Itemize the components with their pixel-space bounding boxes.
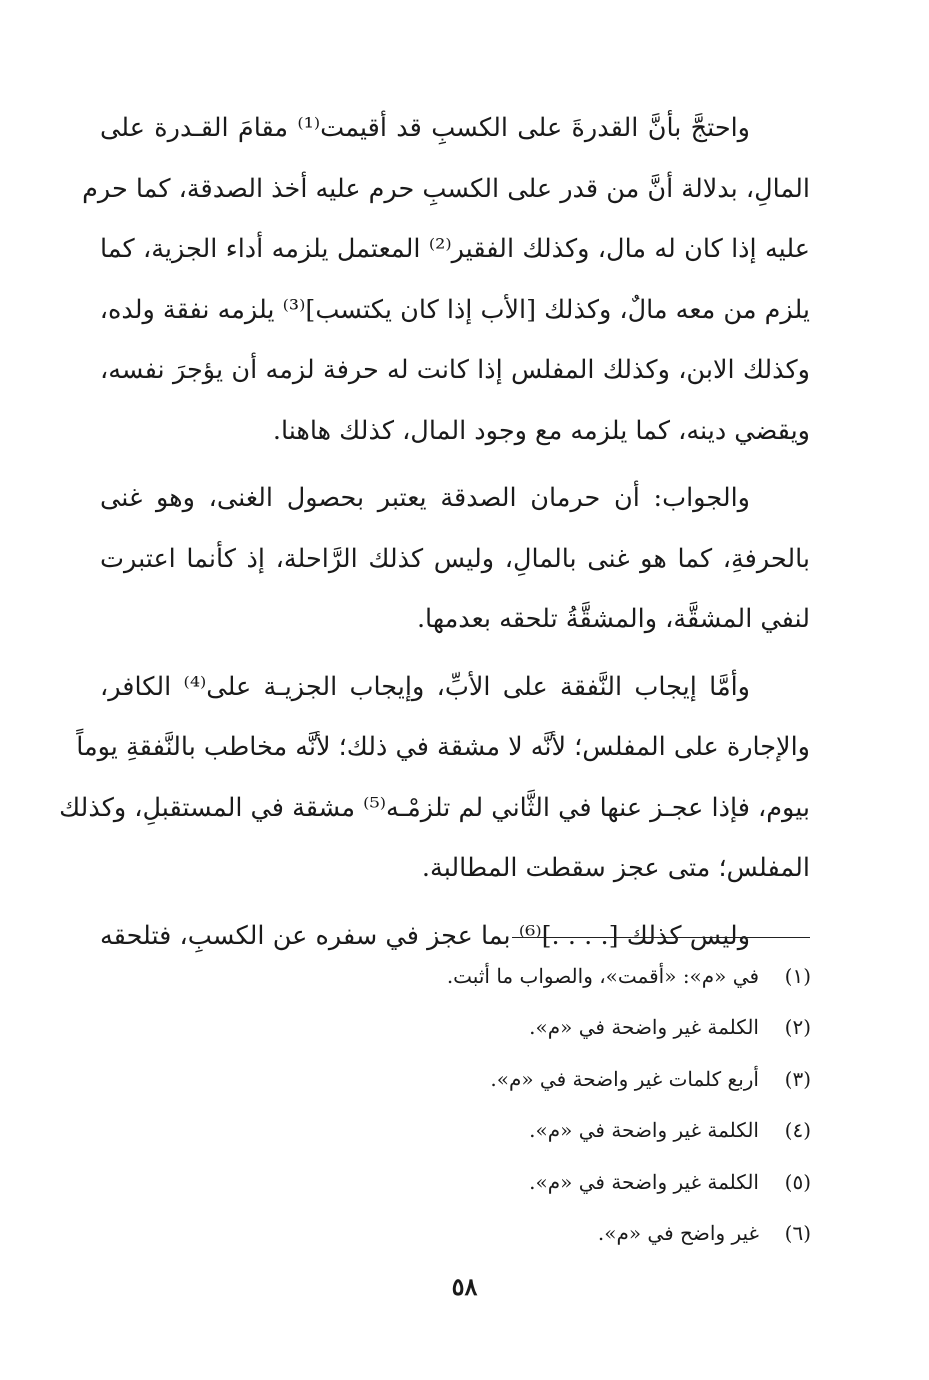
text-line: عليه إذا كان له مال، وكذلك الفقير⁽²⁾ المعتمل يلزمه أداء الجزية، كما: [100, 234, 810, 264]
footnote-3: [211, 1053, 811, 1105]
footnote-text: في «م»: «أقمت»، والصواب ما أثبت.: [446, 963, 759, 988]
text-line: بالحرفةِ، كما هو غنى بالمالِ، وليس كذلك الرَّاحلة، إذ كأنما اعتبرت: [100, 543, 810, 574]
paragraph-2: [100, 468, 810, 650]
footnote-number: (٤): [784, 1118, 811, 1143]
text-line: وكذلك الابن، وكذلك المفلس إذا كانت له حرفة لزمه أن يؤجرَ نفسه،: [100, 355, 810, 385]
main-text: [59, 98, 810, 973]
footnote-4: [211, 1105, 811, 1157]
footnote-number: (٦): [784, 1221, 811, 1246]
footnote-text: الكلمة غير واضحة في «م».: [529, 1015, 759, 1040]
footnote-number: (٢): [784, 1015, 811, 1040]
text-line: والإجارة على المفلس؛ لأنَّه لا مشقة في ذلك؛ لأنَّه مخاطب بالنَّفقةِ يوماً: [76, 732, 810, 762]
paragraph-1: [82, 98, 810, 461]
footnote-text: الكلمة غير واضحة في «م».: [529, 1118, 759, 1143]
text-line: وأمَّا إيجاب النَّفقة على الأبِّ، وإيجاب الجزيـة على⁽⁴⁾ الكافر،: [100, 671, 750, 702]
footnote-2: [211, 1002, 811, 1054]
footnote-separator: [512, 937, 810, 938]
footnote-text: أربع كلمات غير واضحة في «م».: [490, 1066, 759, 1091]
footnote-number: (٥): [784, 1169, 811, 1194]
text-line: لنفي المشقَّة، والمشقَّةُ تلحقه بعدمها.: [416, 604, 810, 634]
text-line: المالِ، بدلالة أنَّ من قدر على الكسبِ حرم عليه أخذ الصدقة، كما حرم: [82, 173, 810, 204]
text-line: بيوم، فإذا عجـز عنها في الثَّاني لم تلزمْـه⁽⁵⁾ مشقة في المستقبلِ، وكذلك: [59, 792, 810, 823]
text-line: المفلس؛ متى عجز سقطت المطالبة.: [421, 853, 810, 883]
footnote-text: الكلمة غير واضحة في «م».: [529, 1169, 759, 1194]
text-line: واحتجَّ بأنَّ القدرةَ على الكسبِ قد أقيمت⁽¹⁾ مقامَ القـدرة على: [100, 113, 750, 143]
text-line: يلزم من معه مالٌ، وكذلك [الأب إذا كان يكتسب]⁽³⁾ يلزمه نفقة ولده،: [99, 294, 810, 325]
footnote-5: [211, 1156, 811, 1208]
footnote-6: [211, 1208, 811, 1260]
footnotes: [211, 950, 811, 1259]
footnote-number: (٣): [784, 1066, 811, 1091]
text-line: ويقضي دينه، كما يلزمه مع وجود المال، كذلك هاهنا.: [272, 415, 810, 446]
footnote-text: غير واضح في «م».: [597, 1221, 759, 1246]
text-line: والجواب: أن حرمان الصدقة يعتبر بحصول الغنى، وهو غنى: [100, 483, 750, 513]
paragraph-3: [59, 657, 810, 899]
page-number: ٥٨: [451, 1272, 478, 1301]
text-line: وليس كذلك [. . . .]⁽⁶⁾ بما عجز في سفره عن الكسبِ، فتلحقه: [100, 920, 751, 951]
footnote-number: (١): [784, 963, 811, 988]
footnote-1: [211, 950, 811, 1002]
